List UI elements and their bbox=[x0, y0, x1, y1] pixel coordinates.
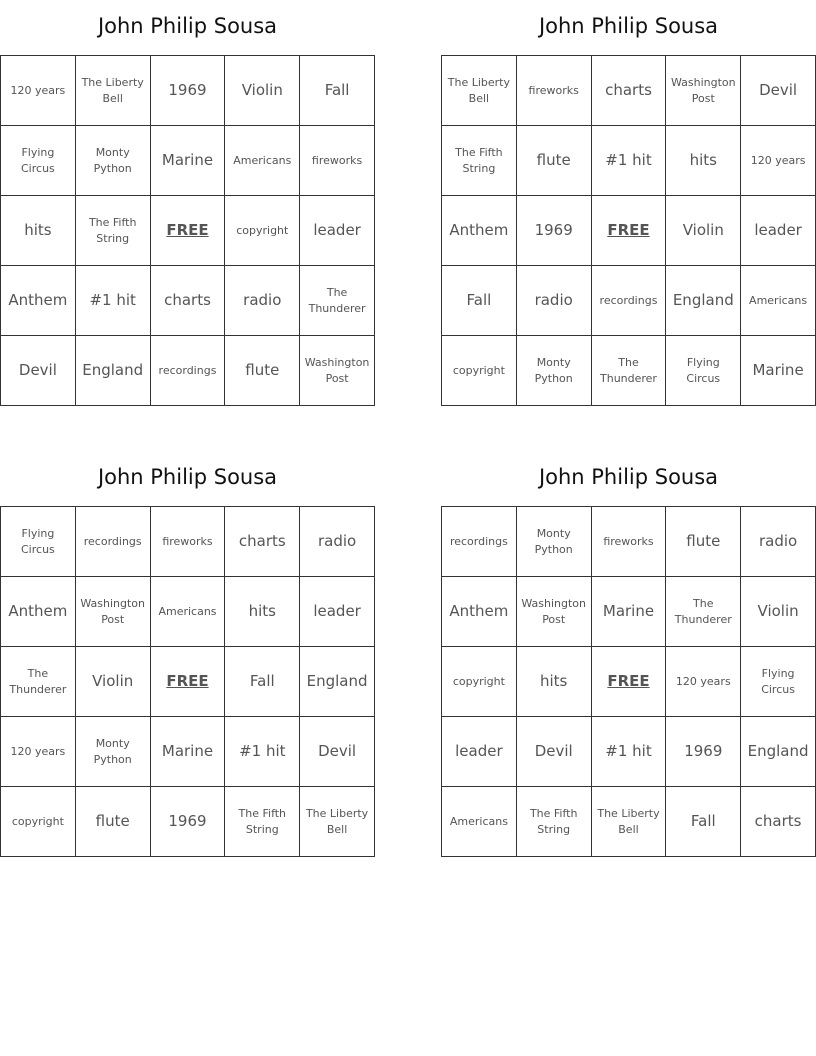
bingo-cell: The Liberty Bell bbox=[442, 56, 517, 126]
bingo-cell: Monty Python bbox=[76, 126, 151, 196]
bingo-cell: copyright bbox=[442, 336, 517, 406]
bingo-cell: radio bbox=[225, 266, 300, 336]
bingo-cell: 120 years bbox=[741, 126, 816, 196]
bingo-row bbox=[1, 787, 375, 857]
bingo-cell: Monty Python bbox=[517, 507, 592, 577]
bingo-cell: Washington Post bbox=[76, 577, 151, 647]
bingo-cell: England bbox=[666, 266, 741, 336]
card-title: John Philip Sousa bbox=[97, 14, 278, 38]
bingo-cell: fireworks bbox=[592, 507, 667, 577]
bingo-cell: copyright bbox=[225, 196, 300, 266]
bingo-cell: recordings bbox=[76, 507, 151, 577]
bingo-row bbox=[442, 717, 816, 787]
bingo-cell: England bbox=[300, 647, 375, 717]
bingo-cell: hits bbox=[666, 126, 741, 196]
bingo-cell: Fall bbox=[300, 56, 375, 126]
bingo-cell: Devil bbox=[300, 717, 375, 787]
bingo-cell: recordings bbox=[442, 507, 517, 577]
bingo-row bbox=[442, 266, 816, 336]
bingo-cell: 120 years bbox=[1, 717, 76, 787]
free-space: FREE bbox=[592, 196, 667, 266]
bingo-cell: The Thunderer bbox=[1, 647, 76, 717]
bingo-cell: The Thunderer bbox=[300, 266, 375, 336]
bingo-cell: copyright bbox=[1, 787, 76, 857]
bingo-row bbox=[1, 336, 375, 406]
bingo-cell: copyright bbox=[442, 647, 517, 717]
free-space: FREE bbox=[592, 647, 667, 717]
bingo-cell: 1969 bbox=[151, 787, 226, 857]
bingo-row bbox=[1, 266, 375, 336]
bingo-cell: hits bbox=[225, 577, 300, 647]
bingo-cell: #1 hit bbox=[225, 717, 300, 787]
bingo-cell: #1 hit bbox=[592, 126, 667, 196]
bingo-cell: Anthem bbox=[442, 196, 517, 266]
bingo-cell: Americans bbox=[225, 126, 300, 196]
bingo-cell: The Fifth String bbox=[442, 126, 517, 196]
bingo-cell: leader bbox=[741, 196, 816, 266]
bingo-row bbox=[1, 647, 375, 717]
bingo-cell: The Liberty Bell bbox=[592, 787, 667, 857]
bingo-cell: 1969 bbox=[151, 56, 226, 126]
bingo-cell: Monty Python bbox=[517, 336, 592, 406]
bingo-row bbox=[1, 56, 375, 126]
bingo-cell: flute bbox=[517, 126, 592, 196]
bingo-cell: leader bbox=[300, 577, 375, 647]
bingo-row bbox=[442, 126, 816, 196]
bingo-row bbox=[1, 717, 375, 787]
bingo-row bbox=[1, 507, 375, 577]
bingo-cell: The Thunderer bbox=[592, 336, 667, 406]
bingo-grid bbox=[0, 506, 375, 857]
bingo-cell: The Liberty Bell bbox=[300, 787, 375, 857]
bingo-cell: charts bbox=[741, 787, 816, 857]
bingo-cell: #1 hit bbox=[592, 717, 667, 787]
bingo-cell: England bbox=[741, 717, 816, 787]
bingo-cell: Marine bbox=[151, 717, 226, 787]
bingo-row bbox=[442, 647, 816, 717]
bingo-cell: Violin bbox=[76, 647, 151, 717]
bingo-cell: flute bbox=[76, 787, 151, 857]
bingo-cell: hits bbox=[1, 196, 76, 266]
free-space: FREE bbox=[151, 196, 226, 266]
bingo-cell: Devil bbox=[1, 336, 76, 406]
bingo-cell: Marine bbox=[592, 577, 667, 647]
bingo-cell: Fall bbox=[225, 647, 300, 717]
bingo-cell: Marine bbox=[741, 336, 816, 406]
bingo-cell: hits bbox=[517, 647, 592, 717]
bingo-row bbox=[1, 577, 375, 647]
bingo-cell: Devil bbox=[741, 56, 816, 126]
bingo-cell: fireworks bbox=[300, 126, 375, 196]
bingo-cell: radio bbox=[300, 507, 375, 577]
card-title: John Philip Sousa bbox=[97, 465, 278, 489]
bingo-cell: leader bbox=[300, 196, 375, 266]
card-title: John Philip Sousa bbox=[538, 14, 719, 38]
bingo-cell: flute bbox=[225, 336, 300, 406]
bingo-cell: Fall bbox=[442, 266, 517, 336]
bingo-cell: leader bbox=[442, 717, 517, 787]
bingo-cell: flute bbox=[666, 507, 741, 577]
bingo-cell: Anthem bbox=[442, 577, 517, 647]
bingo-row bbox=[442, 577, 816, 647]
bingo-cell: Washington Post bbox=[300, 336, 375, 406]
bingo-cell: Devil bbox=[517, 717, 592, 787]
bingo-cell: Fall bbox=[666, 787, 741, 857]
bingo-cell: Violin bbox=[741, 577, 816, 647]
bingo-grid bbox=[441, 55, 816, 406]
bingo-cell: Violin bbox=[225, 56, 300, 126]
bingo-cell: Anthem bbox=[1, 266, 76, 336]
bingo-grid bbox=[0, 55, 375, 406]
bingo-cell: Flying Circus bbox=[1, 507, 76, 577]
bingo-cell: recordings bbox=[592, 266, 667, 336]
bingo-cell: The Liberty Bell bbox=[76, 56, 151, 126]
bingo-cell: Flying Circus bbox=[1, 126, 76, 196]
bingo-cell: recordings bbox=[151, 336, 226, 406]
bingo-cell: Flying Circus bbox=[741, 647, 816, 717]
bingo-cell: Americans bbox=[442, 787, 517, 857]
bingo-cell: 120 years bbox=[666, 647, 741, 717]
bingo-cell: The Thunderer bbox=[666, 577, 741, 647]
bingo-cell: Monty Python bbox=[76, 717, 151, 787]
bingo-cell: charts bbox=[225, 507, 300, 577]
bingo-cell: Washington Post bbox=[666, 56, 741, 126]
bingo-cell: 120 years bbox=[1, 56, 76, 126]
bingo-cell: charts bbox=[151, 266, 226, 336]
bingo-cell: 1969 bbox=[517, 196, 592, 266]
bingo-cell: The Fifth String bbox=[517, 787, 592, 857]
bingo-cell: Flying Circus bbox=[666, 336, 741, 406]
bingo-cell: Washington Post bbox=[517, 577, 592, 647]
free-space: FREE bbox=[151, 647, 226, 717]
bingo-cell: Marine bbox=[151, 126, 226, 196]
bingo-row bbox=[442, 196, 816, 266]
bingo-cell: Americans bbox=[741, 266, 816, 336]
bingo-cell: #1 hit bbox=[76, 266, 151, 336]
bingo-row bbox=[442, 787, 816, 857]
bingo-cell: 1969 bbox=[666, 717, 741, 787]
bingo-cell: fireworks bbox=[151, 507, 226, 577]
bingo-cell: fireworks bbox=[517, 56, 592, 126]
bingo-row bbox=[442, 507, 816, 577]
card-title: John Philip Sousa bbox=[538, 465, 719, 489]
bingo-cell: radio bbox=[741, 507, 816, 577]
bingo-row bbox=[442, 336, 816, 406]
bingo-cell: Americans bbox=[151, 577, 226, 647]
bingo-row bbox=[442, 56, 816, 126]
bingo-cell: England bbox=[76, 336, 151, 406]
bingo-cell: radio bbox=[517, 266, 592, 336]
bingo-cell: The Fifth String bbox=[76, 196, 151, 266]
bingo-grid bbox=[441, 506, 816, 857]
bingo-row bbox=[1, 196, 375, 266]
bingo-cell: Violin bbox=[666, 196, 741, 266]
bingo-cell: charts bbox=[592, 56, 667, 126]
bingo-cell: Anthem bbox=[1, 577, 76, 647]
bingo-cell: The Fifth String bbox=[225, 787, 300, 857]
bingo-row bbox=[1, 126, 375, 196]
